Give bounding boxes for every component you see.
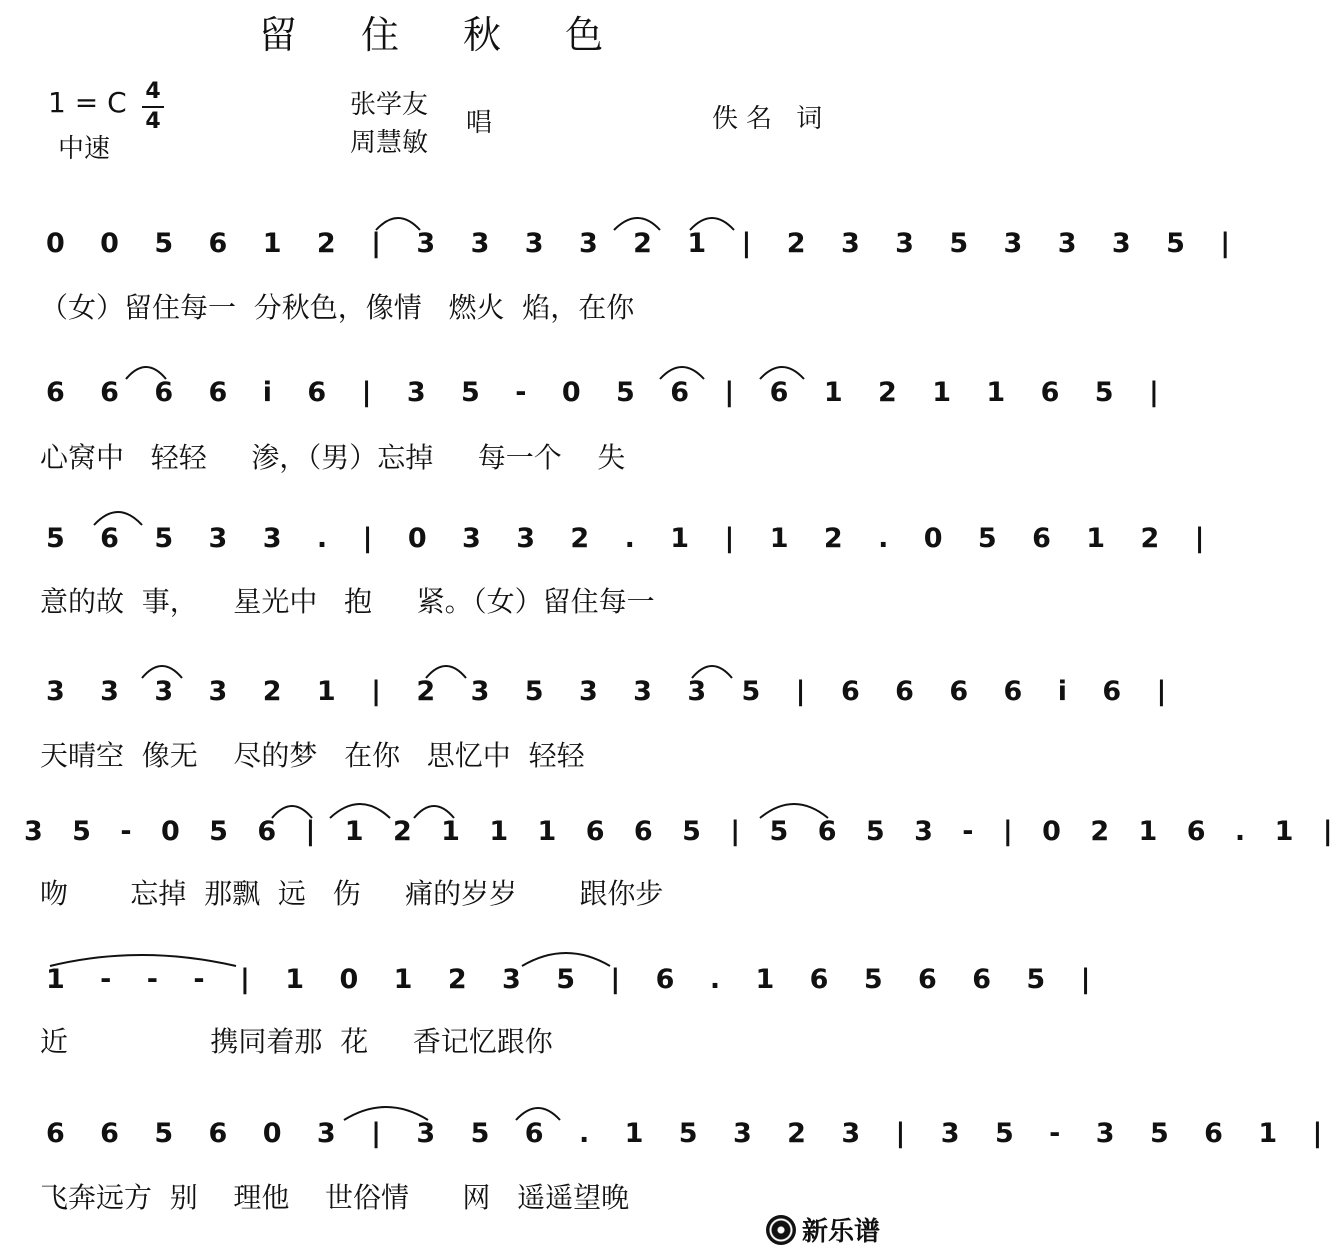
notes-text: 6 6 6 6 i 6 | 3 5 - 0 5 6 | 6 1 2 1 1 6 5 |: [46, 377, 1172, 408]
sing-verb: 唱: [466, 108, 493, 138]
time-signature-bottom: 4: [145, 109, 161, 134]
notes-text: 5 6 5 3 3 . | 0 3 3 2 . 1 | 1 2 . 0 5 6 1 2 |: [46, 523, 1218, 554]
notes-text: 3 5 - 0 5 6 | 1 2 1 1 1 6 6 5 | 5 6 5 3 - | 0 2 1 6 . 1 |: [24, 816, 1343, 847]
time-signature-divider: [142, 106, 164, 108]
tempo-marking: 中速: [58, 134, 111, 164]
site-logo-text: 新乐谱: [801, 1217, 880, 1247]
lyrics-line-4: 天晴空 像无 尽的梦 在你 思忆中 轻轻: [40, 739, 585, 772]
singer-1: 张学友: [350, 90, 429, 120]
singer-2: 周慧敏: [350, 128, 429, 158]
notes-text: 1 - - - | 1 0 1 2 3 5 | 6 . 1 6 5 6 6 5 |: [46, 964, 1104, 995]
site-logo: [766, 1211, 880, 1248]
lyrics-line-5: 吻 忘掉 那飘 远 伤 痛的岁岁 跟你步: [40, 877, 664, 910]
record-disc-icon: [766, 1215, 796, 1245]
notes-text: 6 6 5 6 0 3 | 3 5 6 . 1 5 3 2 3 | 3 5 - 3 5 6 1 |: [46, 1118, 1336, 1149]
lyrics-line-7: 飞奔远方 别 理他 世俗情 网 遥遥望晚: [40, 1181, 630, 1214]
notes-text: 0 0 5 6 1 2 | 3 3 3 3 2 1 | 2 3 3 5 3 3 3 5 |: [46, 228, 1244, 259]
lyricist-credit: 佚名 词: [712, 104, 831, 134]
time-signature-top: 4: [145, 79, 161, 104]
time-signature: [142, 80, 164, 134]
lyrics-line-2: 心窝中 轻轻 渗，（男）忘掉 每一个 失: [40, 441, 626, 474]
lyrics-line-3: 意的故 事， 星光中 抱 紧。（女）留住每一: [40, 585, 655, 618]
singers: [350, 86, 428, 162]
lyrics-line-6: 近 携同着那 花 香记忆跟你: [40, 1025, 553, 1058]
notes-text: 3 3 3 3 2 1 | 2 3 5 3 3 3 5 | 6 6 6 6 i 6 |: [46, 676, 1180, 707]
key-signature: 1 = C: [48, 86, 127, 119]
song-title: 留 住 秋 色: [258, 13, 630, 57]
lyrics-line-1: （女）留住每一 分秋色，像情 燃火 焰，在你: [40, 291, 635, 324]
